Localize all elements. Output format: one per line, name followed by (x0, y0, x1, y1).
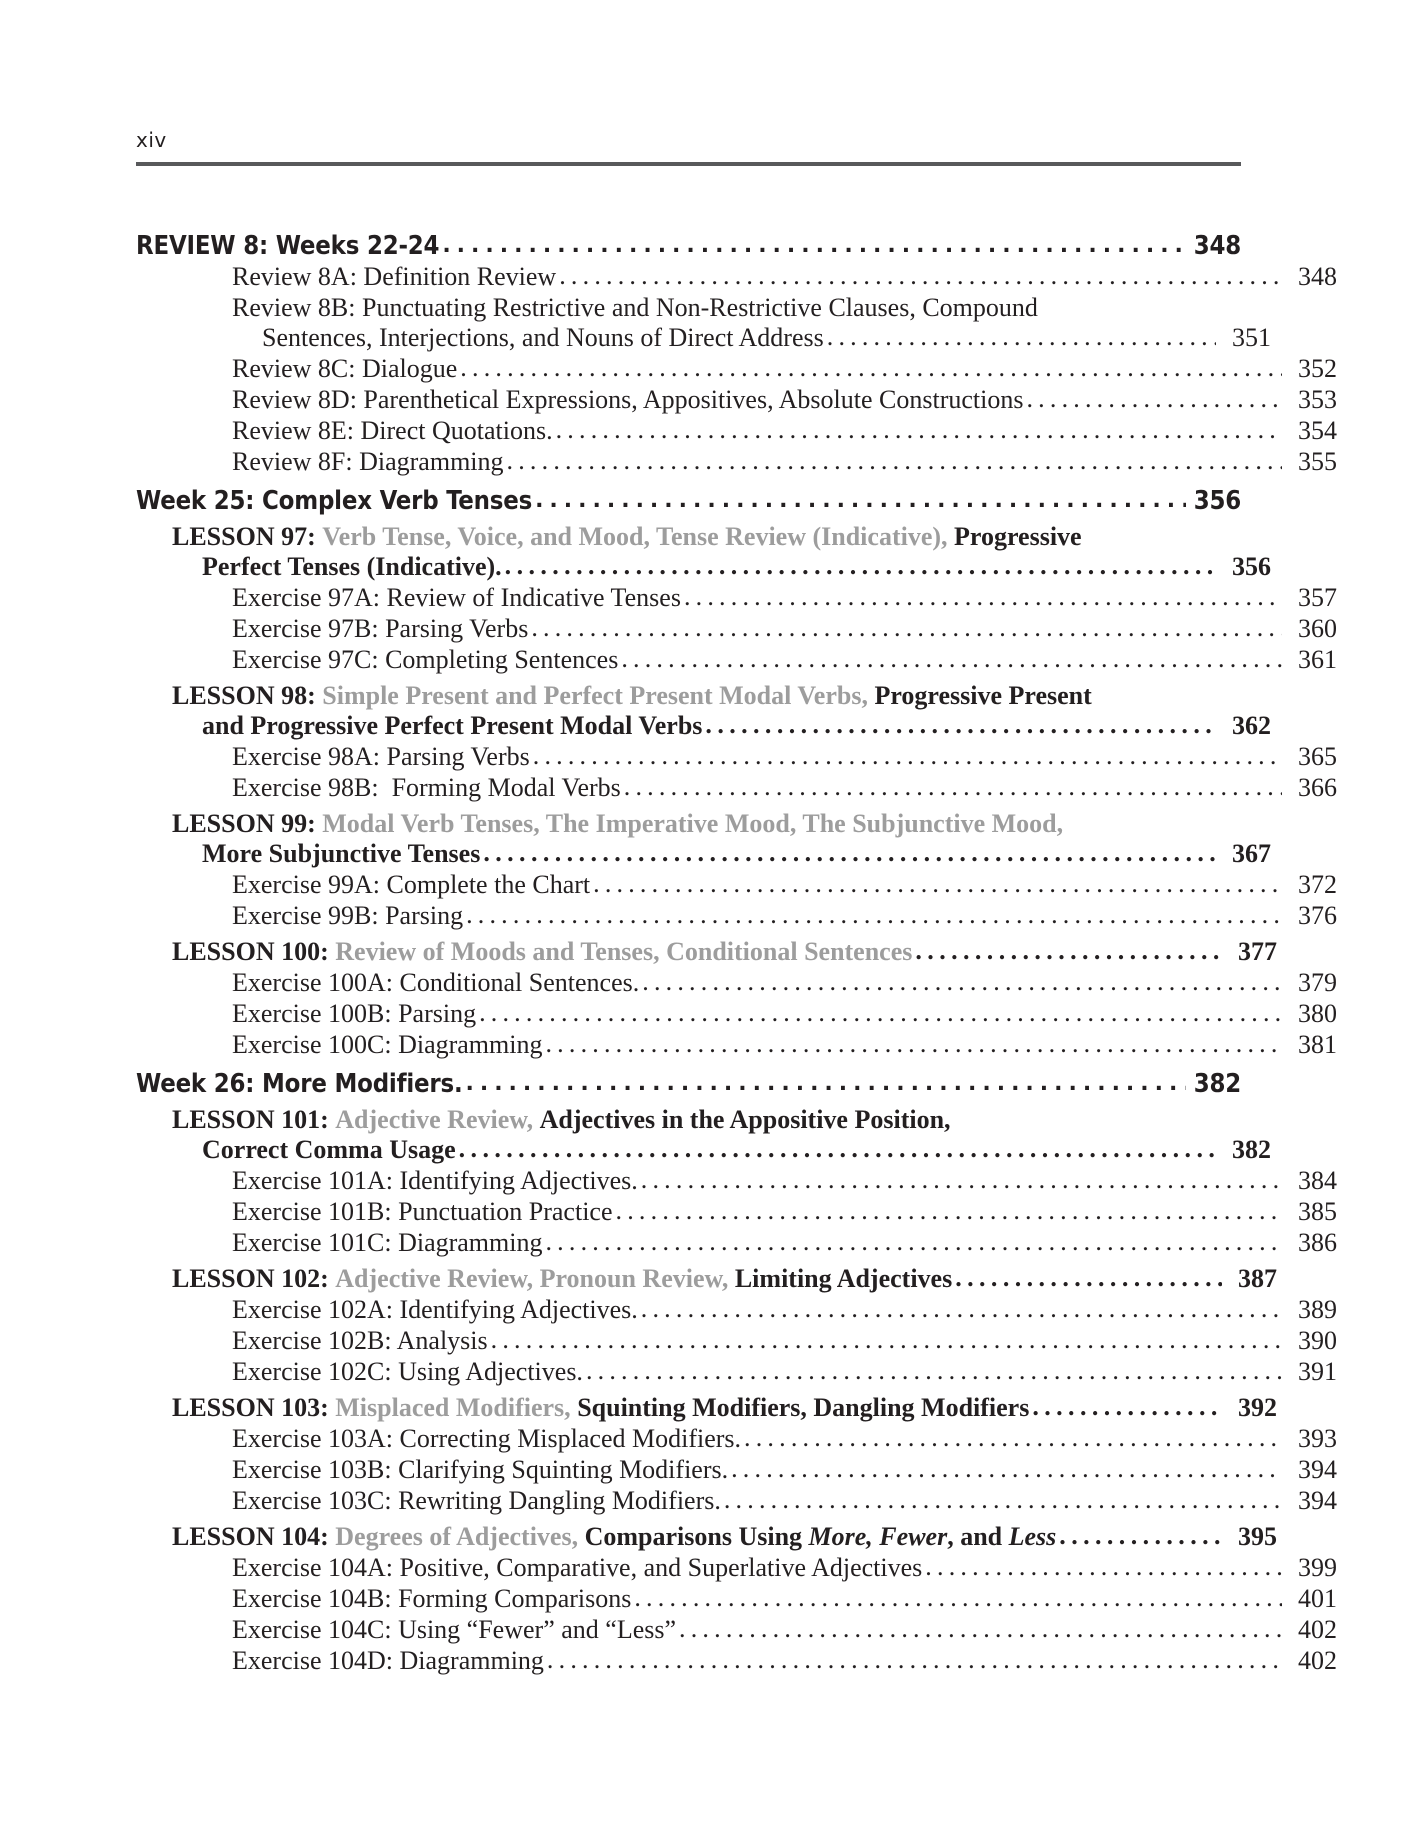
leader-dots (641, 1294, 1282, 1324)
leader-dots (547, 1645, 1282, 1675)
page-number: 402 (1298, 1615, 1337, 1644)
entry-label: Exercise 97B: Parsing Verbs (232, 614, 529, 643)
page-number: 352 (1298, 354, 1337, 383)
entry-label: Review 8A: Definition Review (232, 262, 557, 291)
page-number: 382 (1193, 1069, 1241, 1099)
lesson-conjunction: , and (947, 1522, 1009, 1551)
entry-label: Exercise 97C: Completing Sentences (232, 645, 619, 674)
lesson-102[interactable] (172, 1264, 1277, 1294)
exercise-102a[interactable] (232, 1295, 1337, 1325)
leader-dots (624, 772, 1282, 802)
entry-label: Exercise 98A: Parsing Verbs (232, 742, 530, 771)
entry-label: Exercise 101A: Identifying Adjectives. (232, 1166, 638, 1195)
exercise-104b[interactable] (232, 1584, 1337, 1614)
leader-dots (724, 1485, 1282, 1515)
leader-dots (459, 1134, 1216, 1164)
entry-label: Review 8C: Dialogue (232, 354, 458, 383)
leader-dots (556, 415, 1282, 445)
entry-label: Exercise 99A: Complete the Chart (232, 870, 591, 899)
lesson-new-topics: Limiting Adjectives (734, 1264, 953, 1293)
exercise-97b[interactable] (232, 614, 1337, 644)
exercise-102c[interactable] (232, 1357, 1337, 1387)
entry-label-line2 (262, 323, 1271, 353)
entry-label: Review 8F: Diagramming (232, 447, 504, 476)
review-8e[interactable] (232, 416, 1337, 446)
leader-dots (533, 741, 1282, 771)
page-number: 390 (1298, 1326, 1337, 1355)
lesson-98[interactable] (172, 681, 1271, 741)
heading-label: Week 26: More Modifiers. (136, 1069, 463, 1099)
page-number: 354 (1298, 416, 1337, 445)
page-number: 394 (1298, 1455, 1337, 1484)
leader-dots (505, 551, 1216, 581)
leader-dots (593, 869, 1282, 899)
page-number: 395 (1238, 1522, 1277, 1551)
week-25-heading[interactable] (136, 486, 1241, 516)
leader-dots (731, 1454, 1282, 1484)
page-number: 367 (1232, 839, 1271, 868)
entry-label: Exercise 103B: Clarifying Squinting Modifiers. (232, 1455, 729, 1484)
page-number: 391 (1298, 1357, 1337, 1386)
leader-dots (621, 644, 1282, 674)
page-number: 386 (1298, 1228, 1337, 1257)
lesson-label: LESSON 104: (172, 1522, 336, 1551)
page-number: 387 (1238, 1264, 1277, 1293)
lesson-line1 (172, 809, 1241, 839)
review-8a[interactable] (232, 262, 1337, 292)
leader-dots (465, 1071, 1186, 1096)
leader-dots (483, 838, 1216, 868)
leader-dots (925, 1552, 1282, 1582)
page-number: 380 (1298, 999, 1337, 1028)
page-folio: xiv (136, 128, 167, 152)
lesson-review-topics: Adjective Review, (335, 1105, 540, 1134)
leader-dots (466, 900, 1282, 930)
lesson-new-topics: Progressive (954, 522, 1082, 551)
exercise-98b[interactable] (232, 773, 1337, 803)
page-number: 385 (1298, 1197, 1337, 1226)
entry-label: Exercise 102C: Using Adjectives. (232, 1357, 583, 1386)
lesson-new-topics: Adjectives in the Appositive Position, (539, 1105, 951, 1134)
exercise-100c[interactable] (232, 1030, 1337, 1060)
heading-label: Week 25: Complex Verb Tenses (136, 486, 533, 516)
lesson-99[interactable] (172, 809, 1271, 869)
lesson-label: LESSON 99: (172, 809, 323, 838)
leader-dots (479, 998, 1282, 1028)
lesson-review-topics: Simple Present and Perfect Present Modal Verbs, (322, 681, 875, 710)
heading-label: REVIEW 8: Weeks 22-24 (136, 231, 440, 261)
table-of-contents (136, 222, 1337, 1676)
review-8c[interactable] (232, 354, 1337, 384)
exercise-100a[interactable] (232, 968, 1337, 998)
page-number: 384 (1298, 1166, 1337, 1195)
leader-dots (545, 1029, 1282, 1059)
lesson-review-topics: Verb Tense, Voice, and Mood, Tense Review (Indicative), (322, 522, 955, 551)
leader-dots (586, 1356, 1282, 1386)
lesson-new-topics-cont: Perfect Tenses (Indicative). (202, 552, 502, 581)
entry-label: Exercise 100A: Conditional Sentences. (232, 968, 640, 997)
page-number: 389 (1298, 1295, 1337, 1324)
entry-label: Exercise 104C: Using “Fewer” and “Less” (232, 1615, 677, 1644)
page-number: 376 (1298, 901, 1337, 930)
lesson-label: LESSON 97: (172, 522, 323, 551)
lesson-review-topics: Review of Moods and Tenses, Conditional Sentences (335, 937, 913, 966)
leader-dots (535, 488, 1186, 513)
review-8f[interactable] (232, 447, 1337, 477)
page-number: 365 (1298, 742, 1337, 771)
exercise-99b[interactable] (232, 901, 1337, 931)
entry-label: Exercise 104A: Positive, Comparative, and Superlative Adjectives (232, 1553, 923, 1582)
entry-label-cont: Sentences, Interjections, and Nouns of Direct Address (262, 323, 824, 352)
page-number: 377 (1238, 937, 1277, 966)
lesson-line1 (172, 1105, 1241, 1135)
lesson-review-topics: Misplaced Modifiers, (335, 1393, 578, 1422)
leader-dots (679, 1614, 1282, 1644)
entry-label: Exercise 98B: Forming Modal Verbs (232, 773, 621, 802)
lesson-100[interactable] (172, 937, 1277, 967)
lesson-italic-term-2: Less (1008, 1522, 1057, 1551)
lesson-101[interactable] (172, 1105, 1271, 1165)
page-number: 356 (1193, 486, 1241, 516)
entry-label: Exercise 102B: Analysis (232, 1326, 488, 1355)
lesson-review-topics: Degrees of Adjectives, (335, 1522, 585, 1551)
lesson-line1 (172, 681, 1241, 711)
entry-label: Exercise 102A: Identifying Adjectives. (232, 1295, 638, 1324)
page-number: 355 (1298, 447, 1337, 476)
lesson-new-topics-cont: Correct Comma Usage (202, 1135, 456, 1164)
page-number: 357 (1298, 583, 1337, 612)
leader-dots (491, 1325, 1282, 1355)
lesson-new-topics-cont: More Subjunctive Tenses (202, 839, 481, 868)
lesson-new-topics: Squinting Modifiers, Dangling Modifiers (577, 1393, 1030, 1422)
lesson-104[interactable] (172, 1522, 1277, 1552)
entry-label: Exercise 101C: Diagramming (232, 1228, 543, 1257)
page-number: 372 (1298, 870, 1337, 899)
exercise-100b[interactable] (232, 999, 1337, 1029)
page-number: 356 (1232, 552, 1271, 581)
entry-label: Exercise 103C: Rewriting Dangling Modifiers. (232, 1486, 721, 1515)
lesson-new-topics: Progressive Present (874, 681, 1092, 710)
lesson-label: LESSON 100: (172, 937, 336, 966)
lesson-new-topics: Comparisons Using (584, 1522, 809, 1551)
week-26-heading[interactable] (136, 1069, 1241, 1099)
lesson-line2 (202, 552, 1271, 582)
page-number: 360 (1298, 614, 1337, 643)
leader-dots (705, 710, 1216, 740)
leader-dots (641, 1165, 1282, 1195)
leader-dots (684, 582, 1282, 612)
entry-label: Review 8E: Direct Quotations. (232, 416, 553, 445)
leader-dots (559, 261, 1282, 291)
page-number: 351 (1232, 323, 1271, 352)
exercise-97a[interactable] (232, 583, 1337, 613)
leader-dots (1032, 1392, 1222, 1422)
page-number: 366 (1298, 773, 1337, 802)
entry-label: Exercise 103A: Correcting Misplaced Modifiers. (232, 1424, 742, 1453)
leader-dots (616, 1196, 1282, 1226)
exercise-98a[interactable] (232, 742, 1337, 772)
page-number: 353 (1298, 385, 1337, 414)
lesson-97[interactable] (172, 522, 1271, 582)
leader-dots (1026, 384, 1282, 414)
leader-dots (1059, 1521, 1222, 1551)
exercise-104a[interactable] (232, 1553, 1337, 1583)
exercise-102b[interactable] (232, 1326, 1337, 1356)
entry-label: Exercise 99B: Parsing (232, 901, 464, 930)
leader-dots (915, 936, 1222, 966)
exercise-104c[interactable] (232, 1615, 1337, 1645)
entry-label: Review 8B: Punctuating Restrictive and Non-Restrictive Clauses, Compound (232, 293, 1038, 322)
lesson-103[interactable] (172, 1393, 1277, 1423)
exercise-97c[interactable] (232, 645, 1337, 675)
lesson-line2 (202, 711, 1271, 741)
lesson-review-topics: Modal Verb Tenses, The Imperative Mood, The Subjunctive Mood, (322, 809, 1064, 838)
page-number: 381 (1298, 1030, 1337, 1059)
entry-label: Exercise 100C: Diagramming (232, 1030, 543, 1059)
leader-dots (545, 1227, 1282, 1257)
lesson-line1 (172, 522, 1241, 552)
leader-dots (507, 446, 1282, 476)
page-number: 382 (1232, 1135, 1271, 1164)
entry-label: Exercise 104D: Diagramming (232, 1646, 544, 1675)
leader-dots (827, 322, 1216, 352)
entry-label: Exercise 97A: Review of Indicative Tenses (232, 583, 681, 612)
exercise-104d[interactable] (232, 1646, 1337, 1676)
page-number: 394 (1298, 1486, 1337, 1515)
page-number: 348 (1193, 231, 1241, 261)
leader-dots (955, 1263, 1222, 1293)
leader-dots (442, 233, 1186, 258)
page-number: 361 (1298, 645, 1337, 674)
lesson-label: LESSON 103: (172, 1393, 336, 1422)
review-8-heading[interactable] (136, 231, 1241, 261)
page-number: 402 (1298, 1646, 1337, 1675)
leader-dots (744, 1423, 1282, 1453)
header-rule (136, 162, 1241, 166)
exercise-101a[interactable] (232, 1166, 1337, 1196)
exercise-99a[interactable] (232, 870, 1337, 900)
lesson-label: LESSON 102: (172, 1264, 336, 1293)
page-number: 362 (1232, 711, 1271, 740)
exercise-103c[interactable] (232, 1486, 1337, 1516)
page-number: 392 (1238, 1393, 1277, 1422)
entry-label: Exercise 104B: Forming Comparisons (232, 1584, 632, 1613)
page-number: 348 (1298, 262, 1337, 291)
entry-label-line1 (232, 293, 1241, 323)
lesson-line2 (202, 1135, 1271, 1165)
review-8b[interactable] (232, 293, 1271, 353)
entry-label: Exercise 101B: Punctuation Practice (232, 1197, 613, 1226)
leader-dots (634, 1583, 1282, 1613)
review-8d[interactable] (232, 385, 1337, 415)
exercise-101b[interactable] (232, 1197, 1337, 1227)
page-number: 379 (1298, 968, 1337, 997)
leader-dots (460, 353, 1282, 383)
exercise-103b[interactable] (232, 1455, 1337, 1485)
entry-label: Review 8D: Parenthetical Expressions, Appositives, Absolute Constructions (232, 385, 1024, 414)
exercise-101c[interactable] (232, 1228, 1337, 1258)
page-number: 401 (1298, 1584, 1337, 1613)
leader-dots (531, 613, 1282, 643)
lesson-line2 (202, 839, 1271, 869)
page-number: 393 (1298, 1424, 1337, 1453)
lesson-review-topics: Adjective Review, Pronoun Review, (335, 1264, 735, 1293)
lesson-label: LESSON 98: (172, 681, 323, 710)
lesson-new-topics-cont: and Progressive Perfect Present Modal Verbs (202, 711, 703, 740)
lesson-label: LESSON 101: (172, 1105, 336, 1134)
lesson-italic-term-1: More, Fewer (808, 1522, 948, 1551)
leader-dots (642, 967, 1282, 997)
entry-label: Exercise 100B: Parsing (232, 999, 477, 1028)
exercise-103a[interactable] (232, 1424, 1337, 1454)
page-number: 399 (1298, 1553, 1337, 1582)
